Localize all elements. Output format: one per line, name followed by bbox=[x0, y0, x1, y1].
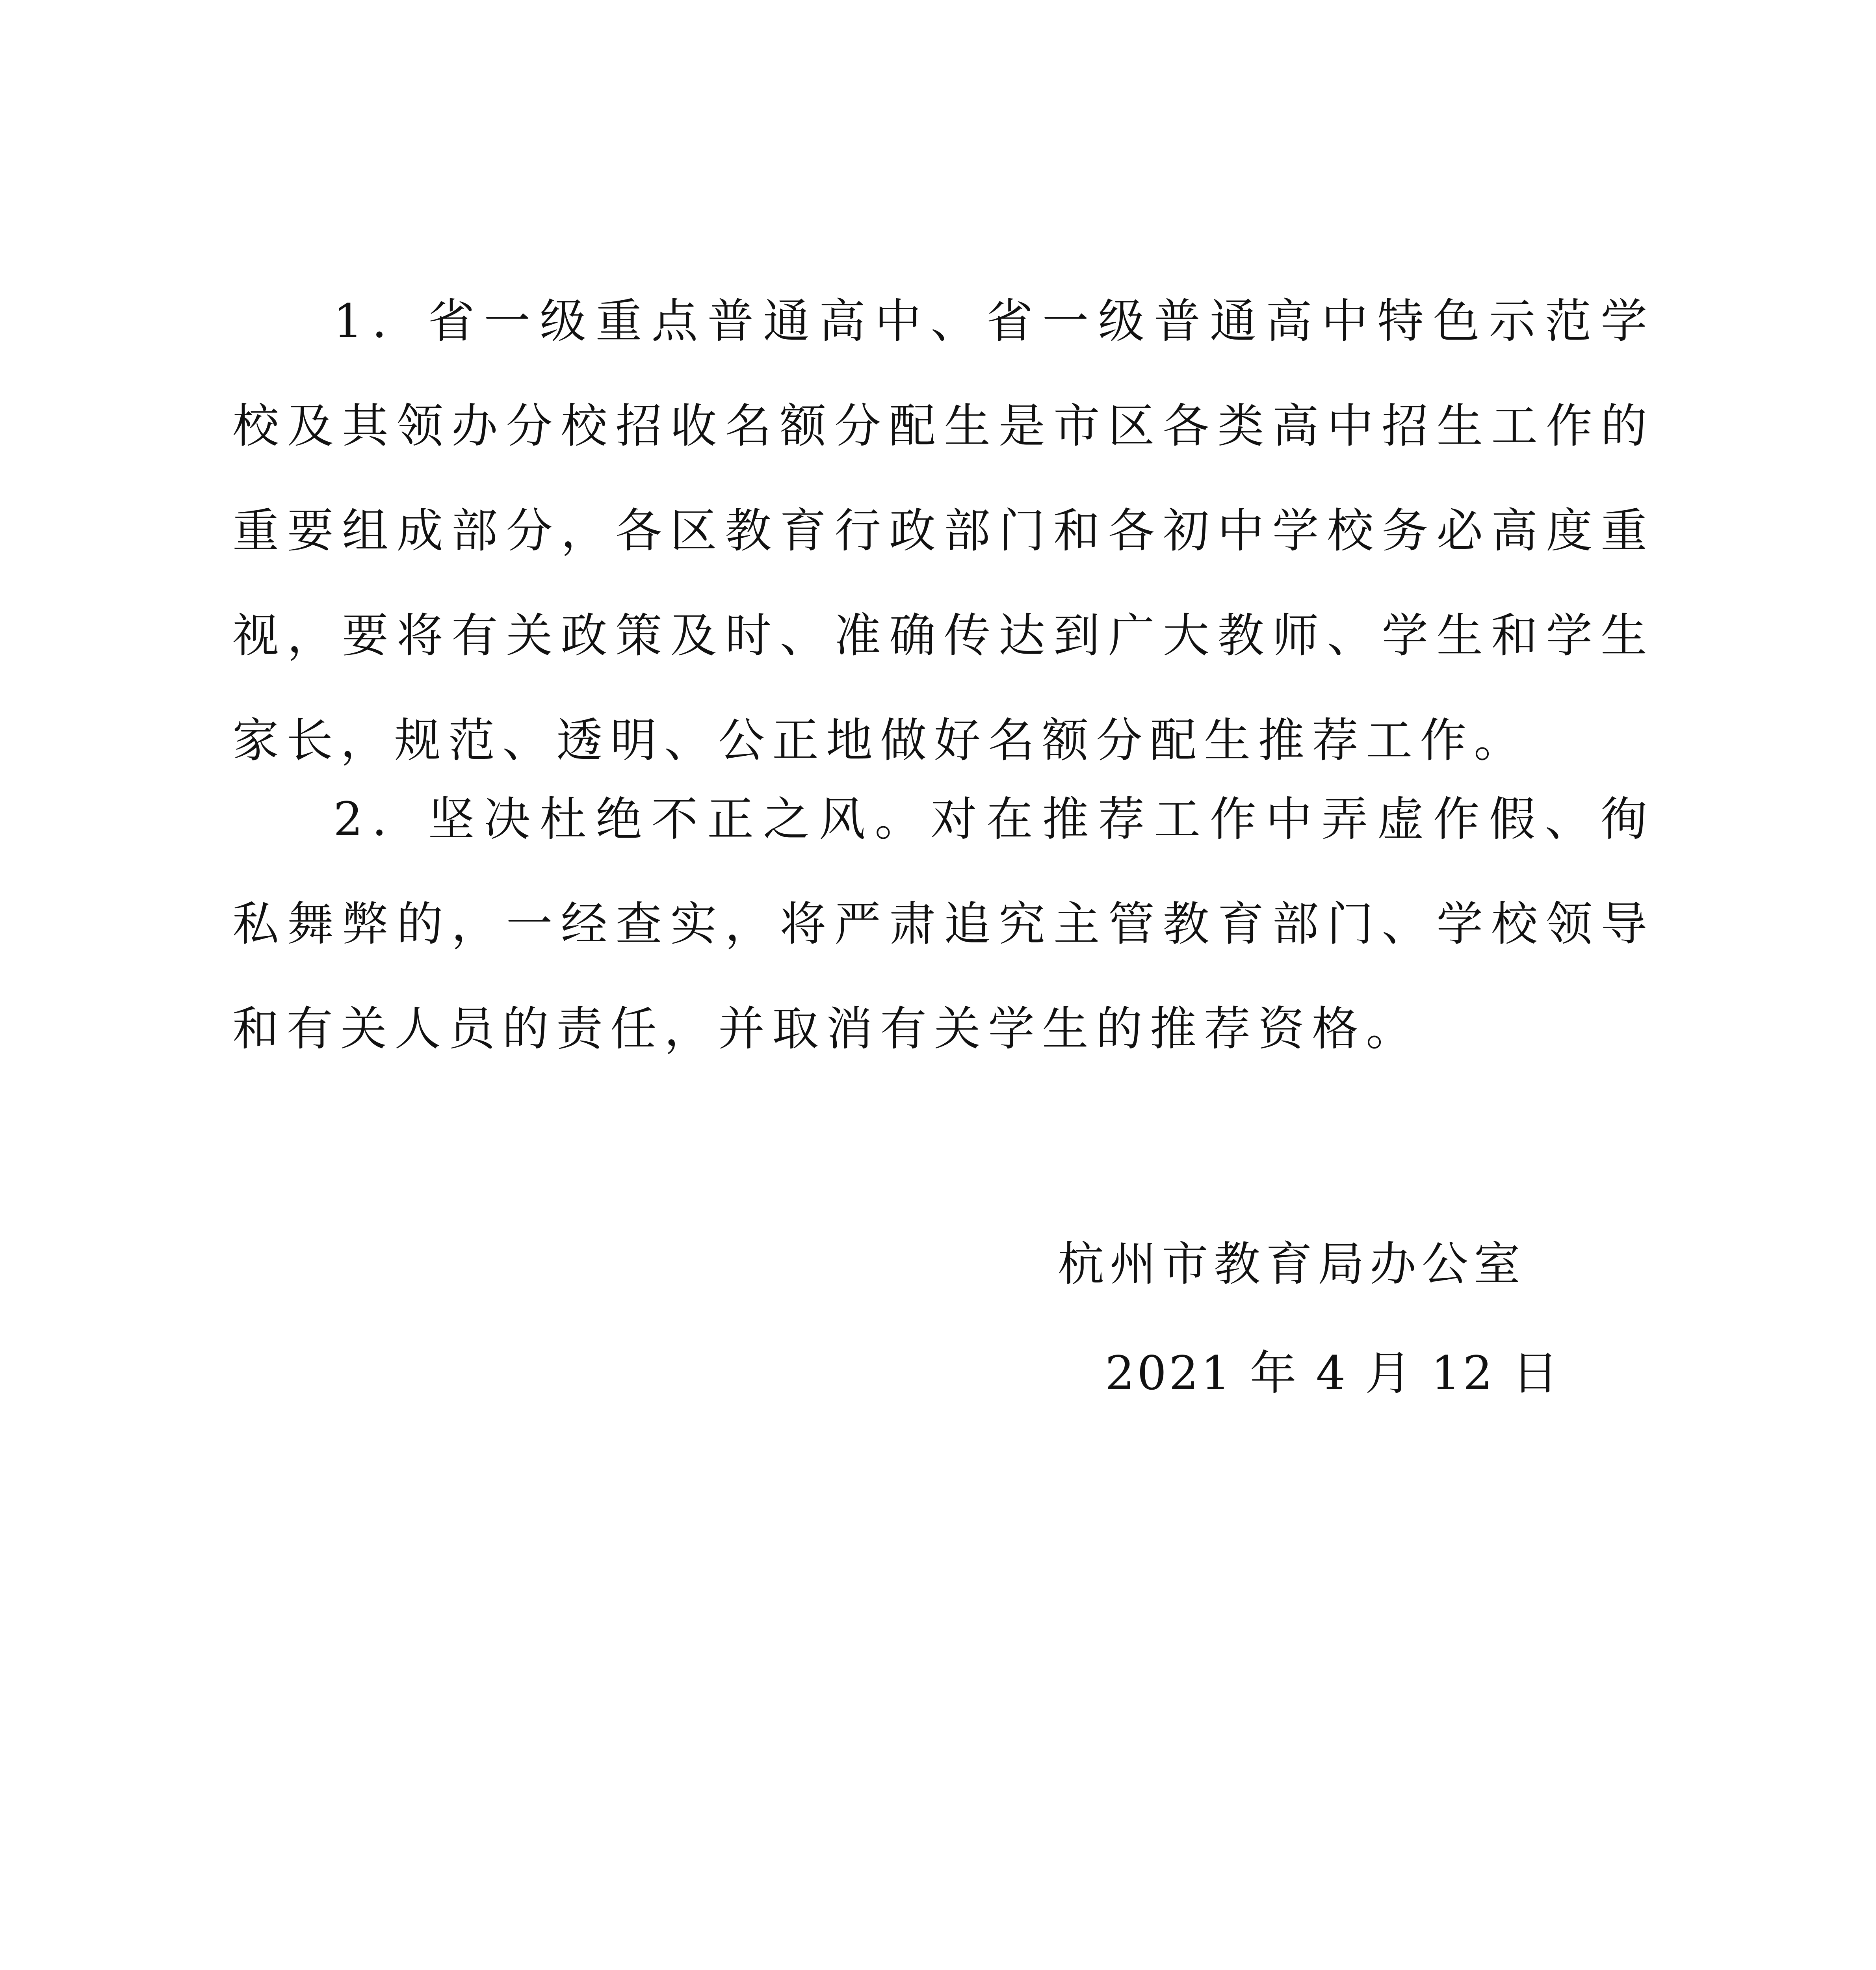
signature-organization: 杭州市教育局办公室 bbox=[1058, 1237, 1526, 1291]
body-paragraph-1: 1．省一级重点普通高中、省一级普通高中特色示范学校及其领办分校招收名额分配生是市区各类高中招生工作的重要组成部分，各区教育行政部门和各初中学校务必高度重视，要将有关政策及时、准确传达到广大教师、学生和学生家长，规范、透明、公正地做好名额分配生推荐工作。 bbox=[232, 294, 1655, 768]
signature-date: 2021 年 4 月 12 日 bbox=[1105, 1346, 1561, 1400]
body-paragraph-2: 2．坚决杜绝不正之风。对在推荐工作中弄虚作假、徇私舞弊的，一经查实，将严肃追究主管教育部门、学校领导和有关人员的责任，并取消有关学生的推荐资格。 bbox=[232, 792, 1655, 1056]
